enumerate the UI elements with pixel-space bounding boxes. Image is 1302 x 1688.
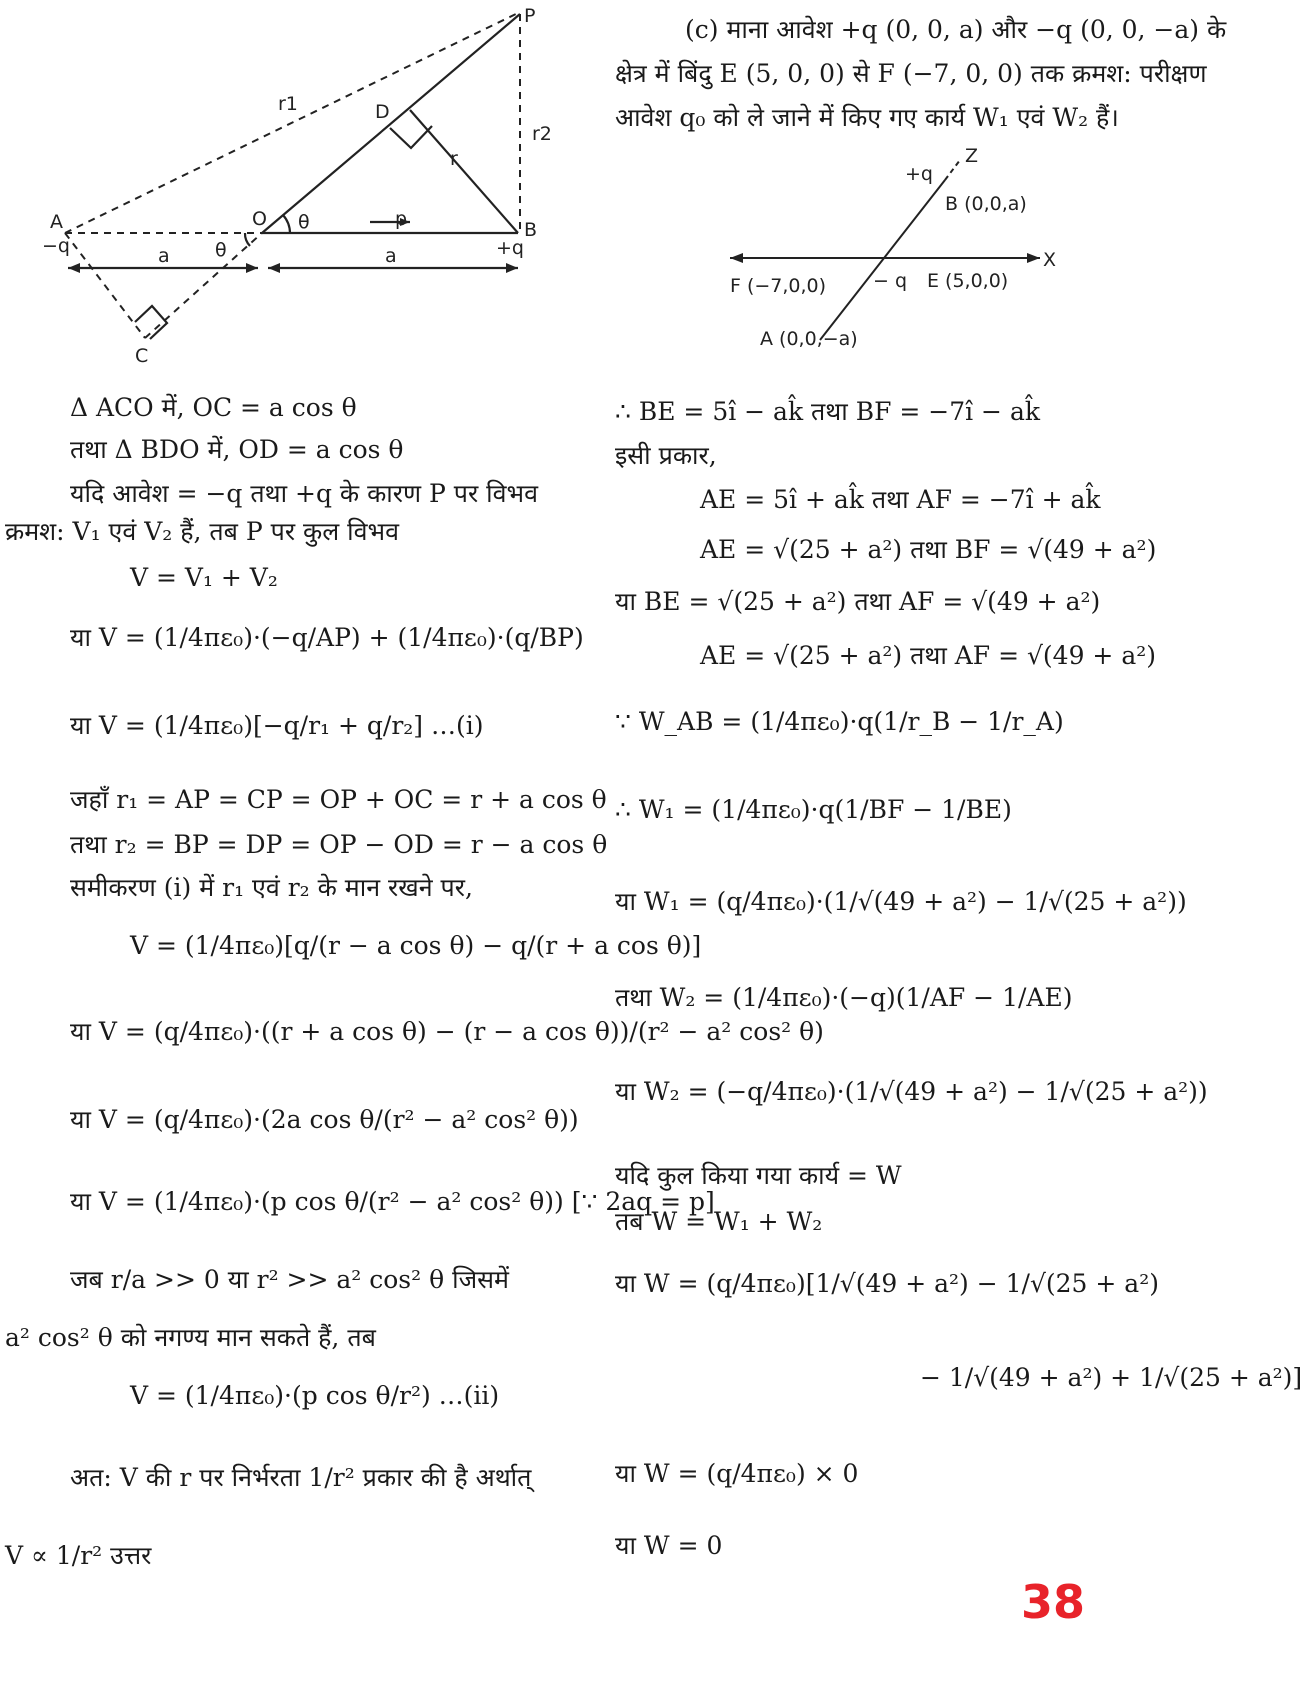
- left-line-2: तथा Δ BDO में, OD = a cos θ: [70, 435, 404, 464]
- right-line-13: तब W = W₁ + W₂: [615, 1207, 823, 1236]
- axes-diagram: [615, 140, 1215, 360]
- right-line-5: या BE = √(25 + a²) तथा AF = √(49 + a²): [615, 587, 1101, 616]
- right-line-15: − 1/√(49 + a²) + 1/√(25 + a²)]: [920, 1363, 1302, 1392]
- label-r1: r1: [278, 93, 298, 115]
- right-line-11: या W₂ = (−q/4πε₀)·(1/√(49 + a²) − 1/√(25 + a²)): [615, 1077, 1208, 1106]
- right-line-6: AE = √(25 + a²) तथा AF = √(49 + a²): [700, 641, 1157, 670]
- label-Z: Z: [965, 145, 979, 167]
- label-minus-q-axis: − q: [873, 270, 908, 292]
- label-r: r: [450, 148, 458, 170]
- left-line-5: V = V₁ + V₂: [130, 563, 278, 592]
- label-a-right: a: [385, 245, 397, 267]
- right-intro-2: क्षेत्र में बिंदु E (5, 0, 0) से F (−7, 0, 0) तक क्रमश: परीक्षण: [615, 59, 1207, 88]
- right-line-1: ∴ BE = 5î − ak̂ तथा BF = −7î − ak̂: [615, 397, 1041, 426]
- left-line-14: या V = (1/4πε₀)·(p cos θ/(r² − a² cos² θ)) [∵ 2aq = p]: [70, 1187, 715, 1216]
- left-line-13: या V = (q/4πε₀)·(2a cos θ/(r² − a² cos² θ)): [70, 1105, 579, 1134]
- label-p-vector: p: [395, 208, 408, 230]
- label-E-point: E (5,0,0): [927, 270, 1009, 292]
- left-line-19: V ∝ 1/r² उत्तर: [5, 1541, 152, 1570]
- left-line-16: a² cos² θ को नगण्य मान सकते हैं, तब: [5, 1323, 376, 1352]
- label-A: A: [50, 211, 63, 233]
- left-line-18: अत: V की r पर निर्भरता 1/r² प्रकार की है अर्थात्: [70, 1463, 532, 1492]
- label-theta-left: θ: [215, 239, 227, 261]
- label-O: O: [252, 208, 267, 230]
- label-P: P: [524, 5, 536, 27]
- label-D: D: [375, 101, 390, 123]
- right-intro-3: आवेश q₀ को ले जाने में किए गए कार्य W₁ एवं W₂ हैं।: [615, 103, 1119, 132]
- label-C: C: [135, 345, 149, 367]
- left-line-11: V = (1/4πε₀)[q/(r − a cos θ) − q/(r + a cos θ)]: [130, 931, 702, 960]
- right-intro-1: (c) माना आवेश +q (0, 0, a) और −q (0, 0, −a) के: [685, 15, 1227, 44]
- right-line-17: या W = 0: [615, 1531, 723, 1560]
- left-line-9: तथा r₂ = BP = DP = OP − OD = r − a cos θ: [70, 830, 608, 859]
- left-line-10: समीकरण (i) में r₁ एवं r₂ के मान रखने पर,: [70, 873, 473, 902]
- right-line-8: ∴ W₁ = (1/4πε₀)·q(1/BF − 1/BE): [615, 795, 1012, 824]
- left-line-4: क्रमश: V₁ एवं V₂ हैं, तब P पर कुल विभव: [5, 517, 399, 546]
- right-line-7: ∵ W_AB = (1/4πε₀)·q(1/r_B − 1/r_A): [615, 707, 1064, 736]
- left-line-7: या V = (1/4πε₀)[−q/r₁ + q/r₂] …(i): [70, 711, 484, 740]
- right-line-14: या W = (q/4πε₀)[1/√(49 + a²) − 1/√(25 + a²): [615, 1269, 1159, 1298]
- left-line-17: V = (1/4πε₀)·(p cos θ/r²) …(ii): [130, 1381, 500, 1410]
- right-line-3: AE = 5î + ak̂ तथा AF = −7î + ak̂: [700, 485, 1101, 514]
- right-line-9: या W₁ = (q/4πε₀)·(1/√(49 + a²) − 1/√(25 + a²)): [615, 887, 1187, 916]
- label-a-left: a: [158, 245, 170, 267]
- dipole-diagram: [0, 0, 600, 367]
- label-X: X: [1043, 249, 1057, 271]
- right-line-10: तथा W₂ = (1/4πε₀)·(−q)(1/AF − 1/AE): [615, 983, 1073, 1012]
- label-plus-q: +q: [496, 237, 524, 259]
- label-minus-q: −q: [42, 235, 70, 257]
- right-line-16: या W = (q/4πε₀) × 0: [615, 1459, 859, 1488]
- label-r2: r2: [532, 123, 552, 145]
- right-line-2: इसी प्रकार,: [615, 441, 717, 470]
- label-B-point: B (0,0,a): [945, 193, 1027, 215]
- label-A-point: A (0,0,−a): [760, 328, 858, 350]
- right-line-12: यदि कुल किया गया कार्य = W: [615, 1161, 902, 1190]
- label-B: B: [524, 219, 538, 241]
- right-line-4: AE = √(25 + a²) तथा BF = √(49 + a²): [700, 535, 1157, 564]
- left-line-8: जहाँ r₁ = AP = CP = OP + OC = r + a cos θ: [70, 785, 607, 814]
- left-line-6: या V = (1/4πε₀)·(−q/AP) + (1/4πε₀)·(q/BP): [70, 623, 584, 652]
- label-F-point: F (−7,0,0): [730, 275, 827, 297]
- left-line-3: यदि आवेश = −q तथा +q के कारण P पर विभव: [70, 479, 538, 508]
- left-line-12: या V = (q/4πε₀)·((r + a cos θ) − (r − a cos θ))/(r² − a² cos² θ): [70, 1017, 824, 1046]
- page-number: 38: [1020, 1575, 1085, 1629]
- left-line-15: जब r/a >> 0 या r² >> a² cos² θ जिसमें: [70, 1265, 509, 1294]
- left-line-1: Δ ACO में, OC = a cos θ: [70, 393, 357, 422]
- label-theta: θ: [298, 211, 310, 233]
- label-plus-q-axis: +q: [905, 163, 933, 185]
